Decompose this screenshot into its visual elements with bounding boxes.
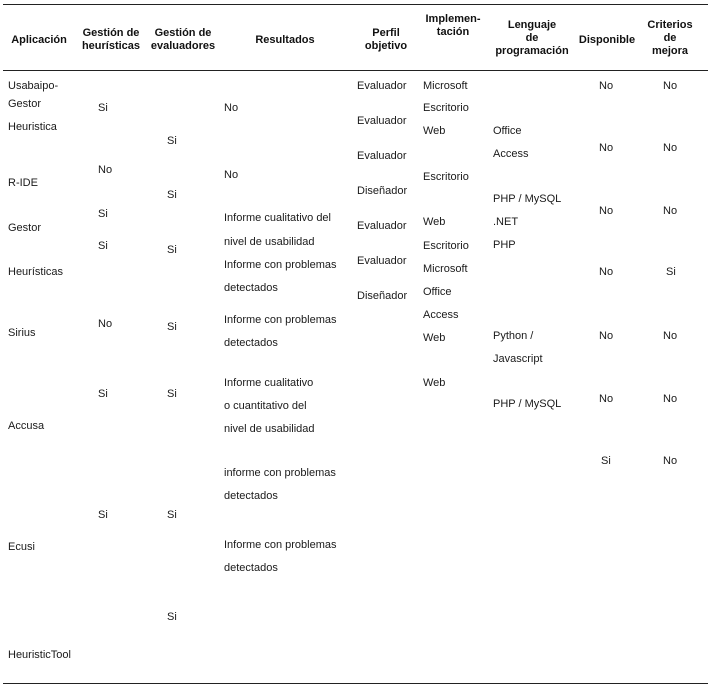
lenguaje-cell: Python / bbox=[493, 330, 534, 342]
aplicacion-cell: Accusa bbox=[8, 420, 45, 432]
aplicacion-cell: Heurísticas bbox=[8, 266, 64, 278]
top-rule bbox=[3, 4, 708, 5]
gestion-heuristicas-cell: Si bbox=[98, 509, 108, 521]
resultados-cell: detectados bbox=[224, 562, 278, 574]
resultados-cell: o cuantitativo del bbox=[224, 400, 307, 412]
header-perfil-objetivo: Perfil objetivo bbox=[364, 27, 408, 52]
implementacion-cell: Office bbox=[423, 286, 452, 298]
implementacion-cell: Microsoft bbox=[423, 80, 468, 92]
disponible-cell: Si bbox=[601, 455, 611, 467]
disponible-cell: No bbox=[599, 80, 614, 92]
criterios-cell: No bbox=[663, 393, 678, 405]
resultados-cell: detectados bbox=[224, 282, 278, 294]
gestion-heuristicas-cell: Si bbox=[98, 208, 108, 220]
lenguaje-cell: PHP / MySQL bbox=[493, 193, 562, 205]
resultados-cell: Informe con problemas bbox=[224, 314, 337, 326]
perfil-objetivo-cell: Evaluador bbox=[357, 150, 407, 162]
implementacion-cell: Web bbox=[423, 216, 446, 228]
implementacion-cell: Escritorio bbox=[423, 171, 469, 183]
gestion-heuristicas-cell: Si bbox=[98, 102, 108, 114]
lenguaje-cell: .NET bbox=[493, 216, 519, 228]
aplicacion-cell: Gestor bbox=[8, 222, 42, 234]
resultados-cell: detectados bbox=[224, 337, 278, 349]
gestion-heuristicas-cell: Si bbox=[98, 388, 108, 400]
resultados-cell: No bbox=[224, 102, 239, 114]
header-criterios: Criterios de mejora bbox=[647, 19, 693, 57]
aplicacion-cell: Ecusi bbox=[8, 541, 35, 553]
gestion-heuristicas-cell: No bbox=[98, 164, 113, 176]
criterios-cell: No bbox=[663, 142, 678, 154]
perfil-objetivo-cell: Diseñador bbox=[357, 185, 408, 197]
aplicacion-cell: Sirius bbox=[8, 327, 36, 339]
gestion-evaluadores-cell: Si bbox=[167, 189, 177, 201]
aplicacion-cell: Heuristica bbox=[8, 121, 57, 133]
implementacion-cell: Web bbox=[423, 332, 446, 344]
lenguaje-cell: Access bbox=[493, 148, 529, 160]
disponible-cell: No bbox=[599, 266, 614, 278]
implementacion-cell: Escritorio bbox=[423, 240, 469, 252]
gestion-evaluadores-cell: Si bbox=[167, 321, 177, 333]
gestion-evaluadores-cell: Si bbox=[167, 611, 177, 623]
implementacion-cell: Web bbox=[423, 377, 446, 389]
criterios-cell: No bbox=[663, 205, 678, 217]
criterios-cell: No bbox=[663, 80, 678, 92]
disponible-cell: No bbox=[599, 205, 614, 217]
aplicacion-cell: Usabaipo- bbox=[8, 80, 59, 92]
gestion-heuristicas-cell: No bbox=[98, 318, 113, 330]
aplicacion-cell: R-IDE bbox=[8, 177, 38, 189]
lenguaje-cell: Office bbox=[493, 125, 522, 137]
header-lenguaje: Lenguaje de programación bbox=[495, 19, 569, 57]
gestion-evaluadores-cell: Si bbox=[167, 509, 177, 521]
resultados-cell: nivel de usabilidad bbox=[224, 236, 315, 248]
bottom-rule bbox=[3, 683, 708, 684]
resultados-cell: informe con problemas bbox=[224, 467, 336, 479]
criterios-cell: No bbox=[663, 455, 678, 467]
perfil-objetivo-cell: Diseñador bbox=[357, 290, 408, 302]
header-implementacion: Implemen- tación bbox=[425, 13, 481, 38]
lenguaje-cell: Javascript bbox=[493, 353, 543, 365]
disponible-cell: No bbox=[599, 330, 614, 342]
gestion-heuristicas-cell: Si bbox=[98, 240, 108, 252]
implementacion-cell: Web bbox=[423, 125, 446, 137]
perfil-objetivo-cell: Evaluador bbox=[357, 80, 407, 92]
gestion-evaluadores-cell: Si bbox=[167, 244, 177, 256]
resultados-cell: nivel de usabilidad bbox=[224, 423, 315, 435]
perfil-objetivo-cell: Evaluador bbox=[357, 115, 407, 127]
criterios-cell: No bbox=[663, 330, 678, 342]
perfil-objetivo-cell: Evaluador bbox=[357, 255, 407, 267]
disponible-cell: No bbox=[599, 142, 614, 154]
aplicacion-cell: HeuristicTool bbox=[8, 649, 71, 661]
resultados-cell: detectados bbox=[224, 490, 278, 502]
gestion-evaluadores-cell: Si bbox=[167, 388, 177, 400]
resultados-cell: Informe cualitativo del bbox=[224, 212, 331, 224]
disponible-cell: No bbox=[599, 393, 614, 405]
implementacion-cell: Access bbox=[423, 309, 459, 321]
implementacion-cell: Escritorio bbox=[423, 102, 469, 114]
resultados-cell: Informe con problemas bbox=[224, 539, 337, 551]
implementacion-cell: Microsoft bbox=[423, 263, 468, 275]
lenguaje-cell: PHP / MySQL bbox=[493, 398, 562, 410]
header-resultados: Resultados bbox=[255, 34, 315, 46]
resultados-cell: Informe cualitativo bbox=[224, 377, 314, 389]
header-disponible: Disponible bbox=[578, 34, 636, 46]
resultados-cell: Informe con problemas bbox=[224, 259, 337, 271]
aplicacion-cell: Gestor bbox=[8, 98, 42, 110]
perfil-objetivo-cell: Evaluador bbox=[357, 220, 407, 232]
header-rule bbox=[3, 70, 708, 71]
lenguaje-cell: PHP bbox=[493, 239, 516, 251]
resultados-cell: No bbox=[224, 169, 239, 181]
header-gestion-evaluadores: Gestión de evaluadores bbox=[150, 27, 216, 52]
header-aplicacion: Aplicación bbox=[11, 34, 67, 46]
header-gestion-heuristicas: Gestión de heurísticas bbox=[81, 27, 141, 52]
criterios-cell: Si bbox=[666, 266, 676, 278]
gestion-evaluadores-cell: Si bbox=[167, 135, 177, 147]
